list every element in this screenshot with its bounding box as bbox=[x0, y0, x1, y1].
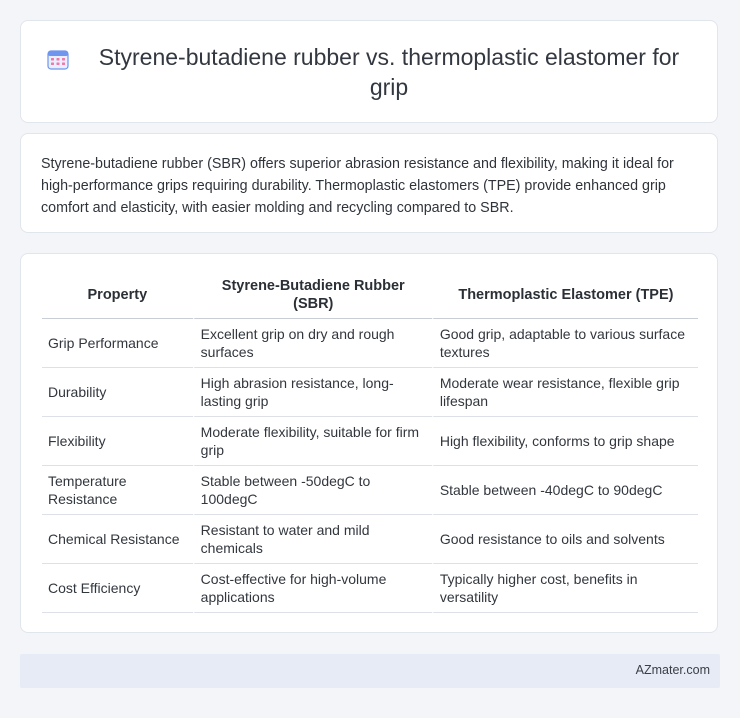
row-sbr-value: Moderate flexibility, suitable for firm grip bbox=[193, 417, 432, 466]
table-row bbox=[42, 368, 698, 417]
page-title: Styrene-butadiene rubber vs. thermoplastic elastomer for grip bbox=[98, 43, 680, 100]
row-tpe-value: Good resistance to oils and solvents bbox=[432, 515, 698, 564]
row-property: Grip Performance bbox=[42, 319, 193, 368]
table-row bbox=[42, 417, 698, 466]
row-property: Chemical Resistance bbox=[42, 515, 193, 564]
row-sbr-value: Cost-effective for high-volume applications bbox=[193, 564, 432, 613]
comparison-table-card bbox=[20, 253, 718, 633]
row-tpe-value: Good grip, adaptable to various surface textures bbox=[432, 319, 698, 368]
comparison-table bbox=[42, 272, 698, 613]
table-row bbox=[42, 515, 698, 564]
row-sbr-value: Stable between -50degC to 100degC bbox=[193, 466, 432, 515]
row-property: Cost Efficiency bbox=[42, 564, 193, 613]
row-tpe-value: Moderate wear resistance, flexible grip lifespan bbox=[432, 368, 698, 417]
table-row bbox=[42, 319, 698, 368]
row-property: Flexibility bbox=[42, 417, 193, 466]
row-tpe-value: Typically higher cost, benefits in versatility bbox=[432, 564, 698, 613]
row-tpe-value: High flexibility, conforms to grip shape bbox=[432, 417, 698, 466]
summary-card bbox=[20, 133, 718, 233]
footer-bar bbox=[20, 654, 720, 688]
row-sbr-value: Resistant to water and mild chemicals bbox=[193, 515, 432, 564]
row-property: Temperature Resistance bbox=[42, 466, 193, 515]
row-sbr-value: Excellent grip on dry and rough surfaces bbox=[193, 319, 432, 368]
table-header-row bbox=[42, 272, 698, 319]
header-property: Property bbox=[42, 272, 193, 319]
row-property: Durability bbox=[42, 368, 193, 417]
header-sbr: Styrene-Butadiene Rubber (SBR) bbox=[193, 272, 432, 319]
header-tpe: Thermoplastic Elastomer (TPE) bbox=[432, 272, 698, 319]
table-row bbox=[42, 466, 698, 515]
table-row bbox=[42, 564, 698, 613]
footer-brand[interactable]: AZmater.com bbox=[635, 663, 710, 677]
summary-text: Styrene-butadiene rubber (SBR) offers superior abrasion resistance and flexibility, making it ideal for high-performance grips requiring durability. Thermoplastic elastomers (TPE) provide enhanced grip comfort and elasticity, with easier molding and recycling compared to SBR. bbox=[41, 156, 674, 216]
title-card bbox=[20, 20, 718, 123]
row-sbr-value: High abrasion resistance, long-lasting grip bbox=[193, 368, 432, 417]
row-tpe-value: Stable between -40degC to 90degC bbox=[432, 466, 698, 515]
